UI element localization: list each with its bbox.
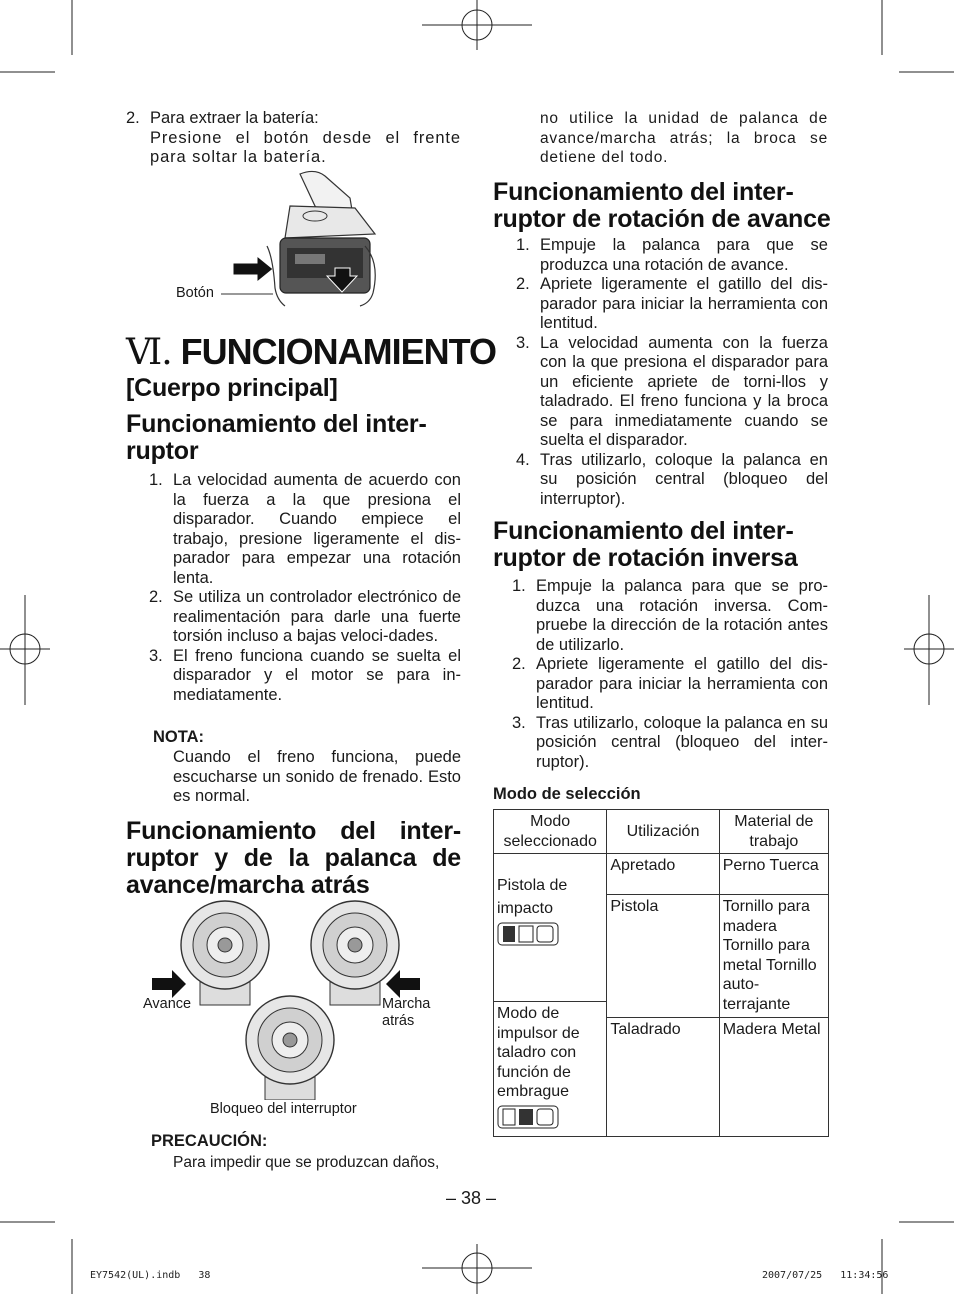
footer-file-info: EY7542(UL).indb 38 [90, 1270, 211, 1281]
page-number: – 38 – [446, 1188, 497, 1208]
table-cell-mat-taladrado: Madera Metal [719, 1017, 828, 1136]
chuck-reverse [311, 901, 399, 1005]
table-cell-mode1 [494, 854, 607, 1002]
arrow-right-icon [152, 970, 186, 998]
list-item: 2. Apriete ligeramente el gatillo del dis-parador para iniciar la herramienta con lentitud. [512, 655, 828, 712]
list-item: 3. El freno funciona cuando se suelta el disparador y el motor se para in-mediatamente. [149, 646, 461, 704]
mode2-label: Modo de impulsor de taladro con función de embrague [497, 1005, 580, 1100]
list-item: 1. La velocidad aumenta de acuerdo con la fuerza a la que presiona el disparador. Cuando empiece el trabajo, presione ligeramente el dis-parador para empezar una rotación lenta. [149, 471, 461, 587]
section-title-text: FUNCIONAMIENTO [180, 331, 496, 372]
chuck-forward [181, 901, 269, 1005]
modo-seleccion-title: Modo de selección [493, 785, 641, 803]
subsection-cuerpo-principal: [Cuerpo principal] [126, 374, 338, 402]
battery-item-text: Presione el botón desde el frente para soltar la batería. [150, 128, 461, 166]
table-cell-use-apretado: Apretado [607, 854, 719, 895]
list-item: 1. Empuje la palanca para que se pro-duzca una rotación inversa. Com-pruebe la dirección de la rotación antes de utilizarlo. [512, 577, 828, 654]
list-item: 3. Tras utilizarlo, coloque la palanca en su posición central (bloqueo del inter-ruptor). [512, 713, 828, 771]
table-cell-use-taladrado: Taladrado [607, 1017, 719, 1136]
list-item: 2. Apriete ligeramente el gatillo del dis-parador para iniciar la herramienta con lentitud. [516, 275, 828, 332]
list-item: 2. Se utiliza un controlador electrónico de realimentación para darle una fuerte torsión incluso a bajas veloci-dades. [149, 588, 461, 645]
heading-rotacion-inversa: Funcionamiento del inter-ruptor de rotación inversa [493, 517, 798, 572]
heading-rotacion-avance: Funcionamiento del inter-ruptor de rotación de avance [493, 178, 831, 233]
list-item: 3. La velocidad aumenta con la fuerza con la que presiona el disparador para un eficiente apriete de torni-llos y taladrado. El freno funciona y la broca se para inmediatamente cuando se suelta el disparador. [516, 333, 828, 449]
interruptor-list [149, 471, 461, 705]
fig-label-marcha-atras: Marcha atrás [382, 996, 431, 1029]
fig-label-bloqueo: Bloqueo del interruptor [210, 1101, 357, 1117]
nota-text: Cuando el freno funciona, puede escucharse un sonido de frenado. Esto es normal. [173, 748, 461, 805]
list-item: 4. Tras utilizarlo, coloque la palanca en su posición central (bloqueo del interruptor). [516, 450, 828, 508]
battery-item-title: Para extraer la batería: [150, 109, 319, 127]
chuck-lock [246, 996, 334, 1100]
heading-palanca: Funcionamiento del inter-ruptor y de la palanca de avance/marcha atrás [126, 817, 461, 899]
precaucion-label: PRECAUCIÓN: [151, 1132, 268, 1150]
precaucion-text: Para impedir que se produzcan daños, [173, 1154, 440, 1171]
modo-seleccion-table [493, 809, 829, 1137]
mode-switch-icon [497, 1105, 559, 1129]
inversa-list [512, 577, 828, 772]
precaucion-continued: no utilice la unidad de palanca de avance/marcha atrás; la broca se detiene del todo. [540, 110, 828, 166]
list-item: 1. Empuje la palanca para que se produzca una rotación de avance. [516, 236, 828, 274]
avance-list [516, 236, 828, 509]
item-number: 2. [126, 109, 140, 127]
table-cell-mode2 [494, 1002, 607, 1137]
mode-switch-icon [497, 922, 559, 946]
table-cell-mat-pistola: Tornillo para madera Tornillo para metal Tornillo auto-terrajante [719, 895, 828, 1018]
table-header-utilizacion: Utilización [607, 810, 719, 854]
table-cell-use-pistola: Pistola [607, 895, 719, 1018]
fig-label-avance: Avance [143, 996, 192, 1012]
table-cell-mat-apretado: Perno Tuerca [719, 854, 828, 895]
mode1-label: Pistola de impacto [497, 877, 568, 917]
table-header-material: Material de trabajo [719, 810, 828, 854]
battery-removal-item [126, 109, 461, 168]
heading-interruptor: Funcionamiento del inter-ruptor [126, 410, 427, 465]
section-roman: Ⅵ. [126, 332, 172, 373]
boton-label: Botón [176, 285, 214, 301]
arrow-left-icon [386, 970, 420, 998]
section-title [126, 332, 496, 373]
nota-label: NOTA: [153, 728, 205, 746]
footer-timestamp: 2007/07/25 11:34:56 [762, 1270, 889, 1281]
table-header-modo: Modo seleccionado [494, 810, 607, 854]
